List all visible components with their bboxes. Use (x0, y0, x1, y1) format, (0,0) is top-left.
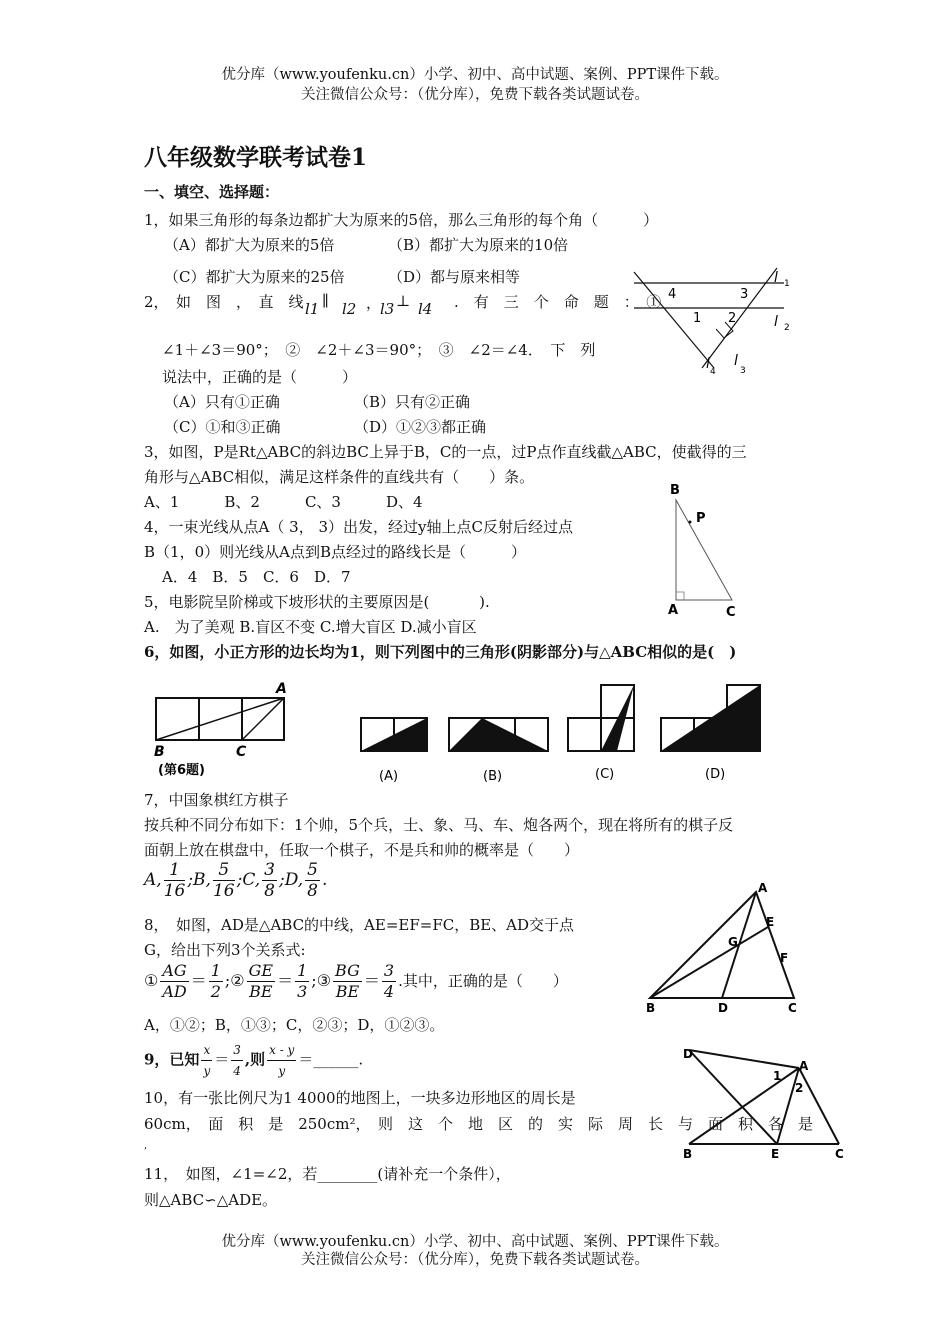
q7-line1: 7，中国象棋红方棋子 (144, 791, 289, 809)
angle-1: 1 (773, 1069, 782, 1083)
section-heading: 一、填空、选择题： (144, 183, 280, 201)
q4-line1: 4，一束光线从点A（ 3， 3）出发，经过y轴上点C反射后经过点 (144, 518, 573, 536)
q6-options-figure (355, 680, 775, 790)
q1-option-b: （B）都扩大为原来的10倍 (388, 236, 569, 254)
q6-option-c-figure (568, 685, 634, 751)
q2-option-a: （A）只有①正确 (164, 393, 280, 411)
q2-lead: 2， 如 图 ， 直 线 (144, 293, 304, 311)
q6-label-b: (B) (483, 769, 503, 784)
label-C: C (236, 744, 247, 760)
q2-comma: ， (366, 294, 382, 312)
q6-option-d-figure (661, 685, 760, 751)
q4-line2: B（1，0）则光线从A点到B点经过的路线长是（ ） (144, 543, 526, 561)
q2-option-d: （D）①②③都正确 (354, 418, 487, 436)
q2-l2: l2 (342, 300, 357, 318)
q9-line: 9，已知 $\frac{x}{y}$ ＝ $\frac{3}{4}$ ,则 $\frac{x - y}{y}$ ＝______. (144, 1040, 363, 1081)
label-D: D (718, 1001, 728, 1015)
header-line-2: 关注微信公众号：（优分库），免费下载各类试题试卷。 (301, 87, 649, 103)
q7-options: A, $\frac{1}{16}$ ;B, $\frac{5}{16}$ ;C, $\frac{3}{8}$ ;D, $\frac{5}{8}$ . (144, 860, 328, 901)
q6-label-d: (D) (705, 767, 726, 782)
label-l1: l (774, 270, 778, 286)
q11-triangle-figure (675, 1040, 855, 1165)
q10-line2: 60cm， 面 积 是 250cm²， 则 这 个 地 区 的 实 际 周 长 与 面 积 各 是 (144, 1115, 813, 1133)
q2-line3: 说法中，正确的是（ ） (162, 368, 358, 386)
q6-option-a-figure (361, 718, 427, 751)
q2-props: ∠1＋∠3＝90°； ② ∠2＋∠3＝90°； ③ ∠2＝∠4． 下 列 (162, 341, 596, 359)
label-l1-sub: 1 (784, 279, 790, 289)
label-P: P (696, 511, 706, 526)
label-A: A (799, 1059, 809, 1073)
q1-option-d: （D）都与原来相等 (388, 268, 521, 286)
q6-label-c: (C) (595, 767, 615, 782)
q2-l4: l4 (418, 300, 433, 318)
label-A: A (758, 881, 768, 895)
label-G: G (728, 935, 738, 949)
angle-2: 2 (728, 311, 737, 326)
label-l2: l (774, 314, 778, 330)
q6-caption: (第6题) (158, 763, 205, 778)
page-title: 八年级数学联考试卷1 (144, 144, 368, 171)
q4-options: A．4 B．5 C．6 D．7 (162, 568, 351, 586)
q1-stem: 1，如果三角形的每条边都扩大为原来的5倍，那么三角形的每个角（ ） (144, 211, 659, 229)
q2-option-c: （C）①和③正确 (164, 418, 281, 436)
q6-label-a: (A) (379, 769, 399, 784)
q8-triangle-figure (640, 880, 810, 1020)
label-B: B (670, 483, 680, 498)
footer-line-2: 关注微信公众号：（优分库），免费下载各类试题试卷。 (301, 1252, 649, 1268)
q8-line2: G，给出下列3个关系式: (144, 941, 306, 959)
q8-options: A，①②；B，①③；C，②③；D，①②③。 (144, 1016, 445, 1034)
q2-lines-figure (630, 262, 800, 382)
label-E: E (766, 915, 775, 929)
angle-2: 2 (795, 1081, 804, 1095)
q2-l1: l1 (305, 300, 320, 318)
q1-option-c: （C）都扩大为原来的25倍 (164, 268, 345, 286)
label-l4: l (706, 356, 710, 372)
q1-option-a: （A）都扩大为原来的5倍 (164, 236, 335, 254)
q6-main-figure (150, 680, 295, 780)
label-D: D (683, 1047, 693, 1061)
q7-line3: 面朝上放在棋盘中，任取一个棋子，不是兵和帅的概率是（ ） (144, 841, 580, 859)
q2-parallel: ∥ (322, 292, 329, 310)
q2-l3: l3 (380, 300, 395, 318)
q6-line1: 6，如图，小正方形的边长均为1，则下列图中的三角形(阴影部分)与△ABC相似的是( ) (144, 643, 737, 661)
footer-line-1: 优分库（www.youfenku.cn）小学、初中、高中试题、案例、PPT课件下载。 (221, 1234, 729, 1250)
label-C: C (726, 605, 736, 620)
q5-options: A. 为了美观 B.盲区不变 C.增大盲区 D.减小盲区 (144, 618, 477, 636)
q2-tail: . 有 三 个 命 题 ： ① (454, 293, 662, 311)
label-F: F (780, 951, 789, 965)
angle-3: 3 (740, 287, 749, 302)
label-B: B (646, 1001, 656, 1015)
label-A: A (276, 681, 287, 697)
label-B: B (683, 1147, 693, 1161)
label-l3-sub: 3 (740, 366, 746, 376)
label-l3: l (734, 353, 738, 369)
q7-line2: 按兵种不同分布如下：1个帅，5个兵，士、象、马、车、炮各两个，现在将所有的棋子反 (144, 816, 734, 834)
label-l2-sub: 2 (784, 323, 790, 333)
q11-line1: 11， 如图，∠1=∠2，若________(请补充一个条件）， (144, 1165, 511, 1183)
label-A: A (668, 603, 679, 618)
q2-perp: ⊥ (396, 292, 411, 310)
angle-4: 4 (668, 287, 677, 302)
q3-options: A、1 B、2 C、3 D、4 (144, 493, 423, 511)
header-line-1: 优分库（www.youfenku.cn）小学、初中、高中试题、案例、PPT课件下载。 (221, 67, 729, 83)
q8-relations: ① $\frac{AG}{AD}$ ＝ $\frac{1}{2}$ ;② $\frac{GE}{BE}$ ＝ $\frac{1}{3}$ ;③ $\frac{BG}{BE}$ ＝ $\frac{3}{4}$ .其中，正确的是（ ） (144, 961, 568, 1001)
q2-option-b: （B）只有②正确 (354, 393, 471, 411)
q3-line2: 角形与△ABC相似，满足这样条件的直线共有（ ）条。 (144, 468, 535, 486)
q6-option-b-figure (449, 718, 548, 751)
q8-line1: 8， 如图，AD是△ABC的中线，AE=EF=FC，BE、AD交于点 (144, 916, 575, 934)
label-E: E (771, 1147, 780, 1161)
label-B: B (154, 744, 165, 760)
label-C: C (788, 1001, 797, 1015)
label-l4-sub: 4 (710, 367, 716, 377)
label-C: C (835, 1147, 844, 1161)
q11-line2: 则△ABC∽△ADE。 (144, 1191, 278, 1209)
q10-line3: , (144, 1140, 148, 1151)
angle-1: 1 (693, 311, 702, 326)
q10-line1: 10，有一张比例尺为1 4000的地图上，一块多边形地区的周长是 (144, 1089, 576, 1107)
q5-line1: 5，电影院呈阶梯或下坡形状的主要原因是( ). (144, 593, 490, 611)
q3-line1: 3，如图，P是Rt△ABC的斜边BC上异于B，C的一点，过P点作直线截△ABC，使截得的三 (144, 443, 747, 461)
q3-triangle-figure (660, 480, 760, 620)
